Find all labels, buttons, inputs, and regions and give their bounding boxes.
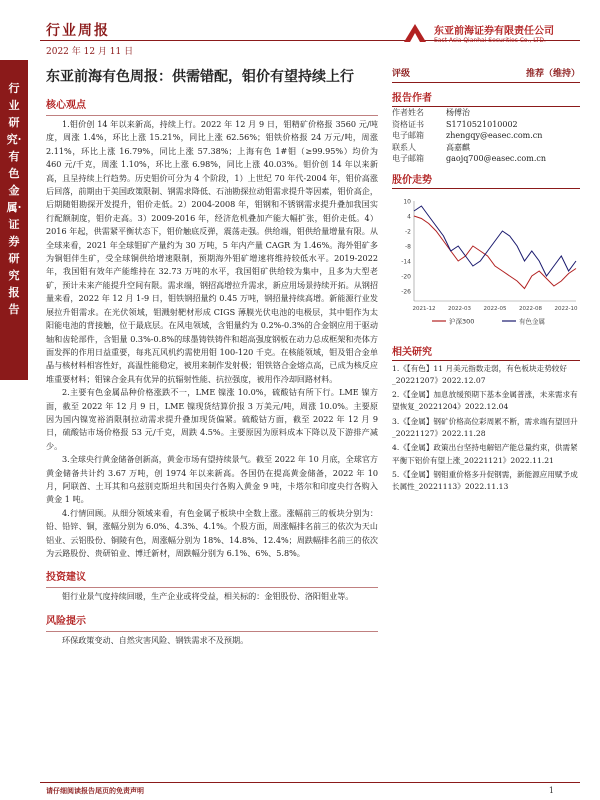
side-category-label: 行业研究·有色金属·证券研究报告 (6, 82, 22, 316)
risk-text: 环保政策变动、自然灾害风险、钢铁需求不及预期。 (62, 634, 249, 645)
risk-heading: 风险提示 (46, 615, 86, 627)
stock-trend-chart (392, 193, 580, 333)
related-report-item[interactable]: 1.《【有色】11 月美元指数走弱，有色板块走势较好_20221207》2022.12.07 (392, 363, 567, 385)
analyst-heading: 报告作者 (392, 89, 580, 107)
chart-y-tick-label: 4 (407, 213, 411, 220)
analyst-row: 作者姓名 杨傅治 (392, 108, 470, 117)
chart-x-tick-label: 2022-05 (483, 305, 507, 312)
company-name-cn: 东亚前海证券有限责任公司 (434, 26, 554, 37)
analyst-row: 联系人 高嘉麒 (392, 142, 470, 152)
related-heading: 相关研究 (392, 343, 580, 361)
company-logo (402, 22, 554, 44)
invest-divider (46, 587, 378, 588)
related-report-item[interactable]: 4.《【金属】政策出台坚持电解铝产能总量约束，供需紧平衡下铝价有望上涨_20221121》2022.11.21 (392, 443, 578, 465)
viewpoint-paragraph-4: 4.行情回顾。从细分领域来看，有色金属子板块中全数上涨。涨幅前三的板块分别为：铅、铅锌、铜，涨幅分别为 6.0%、4.3%、4.1%。个股方面，周涨幅排名前三的依次为天山铝业、云铝股份、铜陵有色，周涨幅分别为 18%、14.8%、12.4%；周跌幅排名前三的依次为云路股份、贵研铂业、博迁新材，周跌幅分别为 6.1%、6%、5.8%。 (46, 507, 378, 558)
invest-heading: 投资建议 (46, 572, 86, 584)
report-type: 行业周报 (46, 23, 110, 39)
company-name-en: East Asia Qianhai Securities Co., LTD. (434, 37, 546, 44)
chart-y-tick-label: 10 (403, 198, 411, 205)
chart-x-tick-label: 2022-03 (448, 305, 471, 312)
chart-y-tick-label: -20 (401, 273, 411, 280)
viewpoint-paragraph-1: 1.钼价创 14 年以来新高，持续上行。2022 年 12 月 9 日，钼精矿价格报 3560 元/吨度，周涨 1.4%，环比上涨 15.21%，同比上涨 62.56%；钼铁价格报 24 万元/吨，周涨 2.11%，环比上涨 16.79%，同比上涨 57.38%；上海有色 1#钼（≥99.95%）均价为 460 元/千克，周涨 1.10%，环比上涨 6.98%，同比上涨 40.03%。钼价创 14 年以来新高，且呈持续上行趋势。历史钼价可分为 4 个阶段，1）上世纪 70 年代-2004 年，钼价高涨后回落，前期由于美国政策限制、钢需求降低、石油勘探拉动钼需求提升等因素，钼价高企，后期随钼勘探开发提升，钼价走低。2）2004-2008 年，钼钢和不锈钢需求提升叠加我国实行配额制度，钼价走高。3）2009-2016 年，经济危机叠加产能大幅扩张，钼价走低。4）2016 年起，供需紧平衡状态下，钼价触底反弹，震荡走强。供给端，钼供给量增量有限。从全球来看，2021 年全球钼矿产量约为 30 万吨，5 年内产量 CAGR 为 1.46%。海外钼矿多为铜钼伴生矿，受全球铜供给增速限制，预期海外钼矿增速将维持较低水平。2019-2022 年，我国钼有效年产能维持在 32.73 万吨的水平，我国钼矿供给较为集中，且多为大型老矿，预计未来产能提升空间有限。需求端，钢招高增拉升需求，新应用场景持续开拓。从钢招量来看，2022 年 12 月 1-9 日，钼铁钢招量约 0.45 万吨，钢招量持续高增。新能源行业发展拉升钼需求。在光伏领域，钼溅射靶材形成 CIGS 薄膜光伏电池的电极层，其中钼作为太阳能电池的背接触，位于最底层。在风电领域，含钼量约为 0.2%-0.3%的合金钢应用于驱动轴和齿轮部件，含钼量 0.3%-0.8%的球墨铸铁铸件和超高强度钢板在动力总成框架和壳体方面发挥的作用日益重要，每兆瓦风机约需使用钼 100-120 千克。在核能领域，钼及钼合金单晶与核材料相容性好，高温性能稳定，被用来制作发射极；钼铁铬合金熔点高，已成为核反应堆重要材料；钼铼合金具有优异的抗辐射性能、抗拉强度，被用作冷却回路材料。 (46, 119, 378, 384)
report-date: 2022 年 12 月 11 日 (46, 47, 134, 57)
company-logo-icon (402, 22, 428, 44)
chart-y-tick-label: -26 (401, 288, 411, 295)
trend-heading: 股价走势 (392, 171, 580, 189)
chart-x-tick-label: 2021-12 (412, 305, 436, 312)
rating-label: 评级 (392, 69, 411, 79)
related-report-item[interactable]: 5.《【金属】钢钼重价格多升促钢需，新能源应用赋予成长属性_20221113》2022.11.13 (392, 469, 578, 492)
analyst-row: 资格证书 S1710521010002 (392, 119, 518, 129)
chart-legend-label: 有色金属 (519, 317, 545, 325)
chart-legend-label: 沪深300 (449, 317, 475, 325)
chart-x-tick-label: 2022-10 (554, 305, 578, 312)
related-report-item[interactable]: 3.《【金属】钢矿价格高位彩周累不断，需求端有望回升_20221127》2022.11.28 (392, 416, 578, 438)
viewpoint-divider (46, 115, 378, 116)
viewpoint-paragraph-3: 3.全球央行黄金储备创新高，黄金市场有望持续景气。截至 2022 年 10 月底，全球官方黄金储备共计约 3.67 万吨，创 1974 年以来新高。各国仍在提高黄金储备，2022 年 10 月，阿联酋、土耳其和乌兹别克斯坦共和国央行各购入黄金 9 吨，卡塔尔和印度央行各购入黄金 1 吨。 (46, 454, 379, 505)
invest-text: 钼行业景气度持续回暖，生产企业或将受益，相关标的：金钼股份、洛阳钼业等。 (62, 591, 354, 602)
risk-divider (46, 631, 378, 632)
main-column (46, 66, 378, 647)
chart-y-tick-label: -8 (405, 243, 411, 250)
sidebar-column (392, 66, 580, 493)
chart-y-tick-label: -2 (405, 228, 411, 235)
viewpoint-paragraph-2: 2.主要有色金属品种价格涨跌不一，LME 镍涨 10.0%，硫酸钴有所下行。LME 镍方面，截至 2022 年 12 月 9 日，LME 镍现货结算价报 3 万美元/吨，周涨 10.0%。主要原因为国内镍宽裕消限制拉动需求提升叠加现货偏紧。硫酸钴方面，截至 2022 年 12 月 9 日，硫酸钴市场价格报 53 元/千克，周跌 4.5%。主要原因为原料成本下降以及下游排产减少。 (46, 387, 378, 451)
chart-x-tick-label: 2022-08 (519, 305, 542, 312)
viewpoint-heading: 核心观点 (46, 100, 86, 111)
footer-disclaimer: 请仔细阅读报告尾页的免责声明 (46, 786, 144, 795)
analyst-info (392, 107, 580, 165)
chart-series-line (414, 216, 576, 289)
analyst-row: 电子邮箱 gaojq700@easec.com.cn (392, 154, 547, 163)
rating-value: 推荐（维持） (525, 69, 580, 79)
rating-row (392, 66, 580, 83)
report-title: 东亚前海有色周报：供需错配，钼价有望持续上行 (46, 69, 354, 85)
related-report-item[interactable]: 2.《【金属】加息放缓预期下基本金属普涨，未来需求有望恢复_20221204》2022.12.04 (392, 390, 578, 412)
analyst-row: 电子邮箱 zhengqy@easec.com.cn (392, 131, 543, 140)
footer-divider (40, 782, 580, 783)
chart-y-tick-label: -14 (401, 258, 411, 265)
page-number: 1 (548, 786, 554, 795)
